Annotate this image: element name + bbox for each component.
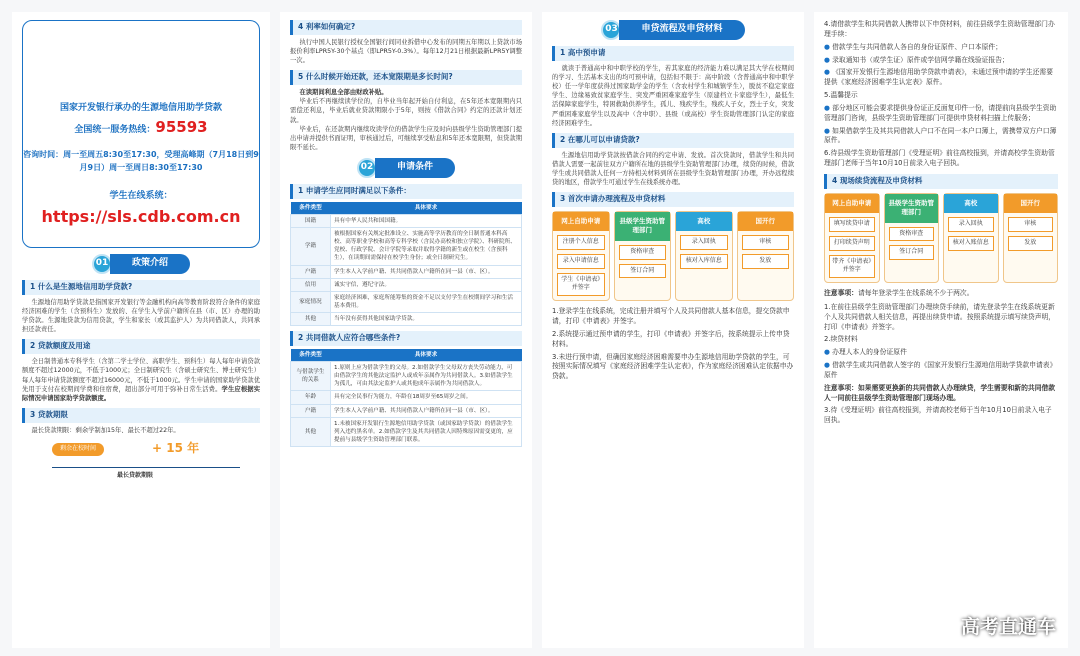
bullet-item bbox=[824, 127, 1058, 147]
step-list bbox=[824, 303, 1058, 426]
section-header-conditions bbox=[290, 158, 522, 178]
bullet-item bbox=[824, 361, 1058, 381]
requirement-cell: 学生本人入学前户籍、其共同借款人户籍所在同一县（市、区）。 bbox=[331, 404, 522, 417]
renewal-column bbox=[814, 12, 1068, 648]
question-heading: 3 贷款期限 bbox=[22, 408, 260, 423]
requirement-cell: 家庭经济困难，家庭所能筹集的资金不足以支付学生在校期间学习和生活基本费用。 bbox=[331, 291, 522, 312]
column-header: 具体要求 bbox=[331, 349, 522, 362]
hotline-card bbox=[22, 20, 260, 248]
bullet-item bbox=[824, 348, 1058, 358]
condition-type-cell: 年龄 bbox=[291, 391, 331, 404]
flow-step: 录入回执 bbox=[680, 235, 728, 250]
flow-step: 签订合同 bbox=[619, 264, 667, 279]
flow-step: 注册个人信息 bbox=[557, 235, 605, 250]
table-row bbox=[291, 362, 522, 391]
question-heading: 3 首次申请办理流程及申贷材料 bbox=[552, 192, 794, 207]
column-header: 条件类型 bbox=[291, 202, 331, 215]
timeline-school-time: 剩余在校时间 bbox=[52, 443, 104, 456]
table-row bbox=[291, 214, 522, 227]
answer-text: 全日制普通本专科学生（含第二学士学位、高职学生、预科生）每人每年申请贷款额度不超过12000元，不低于1000元；全日制研究生（含硕士研究生、博士研究生）每人每年申请贷款额度不超过16000元，不低于1000元。学生申请的国家助学贷款优先用于支付在校期间学费和住宿费，超出部分可用于弥补日常生活费。 bbox=[22, 358, 260, 393]
bullet-item bbox=[824, 56, 1058, 66]
loan-term-timeline bbox=[22, 439, 260, 495]
system-url-link[interactable]: https://sls.cdb.com.cn bbox=[41, 207, 241, 227]
answer-text: 毕业后，在还款期内继续攻读学位的借款学生应及时向县级学生资助管理部门提出申请并提供书面证明，审核通过后，可继续享受贴息和5年还本宽限期，但贷款期限不延长。 bbox=[290, 125, 522, 151]
note-line bbox=[824, 289, 1058, 299]
bullet-icon: ● bbox=[824, 103, 830, 112]
step-item: 2.续贷材料 bbox=[824, 335, 858, 344]
conditions-column bbox=[280, 12, 532, 648]
step-list bbox=[824, 20, 1058, 169]
step-item: 3.未进行预申请，但确因家庭经济困难需要申办生源地信用助学贷款的学生，可按照实际情况填写《家庭经济困难学生认定表》，作为家庭经济困难认定依据申办贷款。 bbox=[552, 352, 794, 381]
flow-step: 资格审查 bbox=[619, 245, 667, 260]
flow-step: 核对入账信息 bbox=[948, 236, 994, 251]
bullet-item bbox=[824, 68, 1058, 88]
process-column bbox=[542, 12, 804, 648]
flow-stage bbox=[824, 193, 880, 283]
requirement-cell: 1.原则上应为借款学生的父母。2.如借款学生父母双方丧失劳动能力，可由借款学生的其他法定监护人或成年亲属作为共同借款人。3.如借款学生为孤儿，可由其法定监护人或其他成年亲属作为共同借款人。 bbox=[331, 362, 522, 391]
condition-type-cell: 信用 bbox=[291, 278, 331, 291]
step-item: 6.待县级学生资助管理部门《受理证明》前往高校报到，并请高校学生资助管理部门老师于当年10月10日前录入电子回执。 bbox=[824, 149, 1055, 168]
timeline-axis bbox=[52, 467, 240, 468]
flow-stage-title: 国开行 bbox=[738, 212, 794, 231]
watermark: 高考直通车 bbox=[960, 616, 1056, 639]
bullet-text: 录取通知书（或学生证）原件或学信网学籍在线验证报告； bbox=[832, 55, 1009, 64]
note-text: 请每年登录学生在线系统不少于两次。 bbox=[857, 289, 974, 298]
answer-text: 生源地信用助学贷款按借款合同的约定申请、发放。首次贷款时，借款学生和共同借款人需要一起前往双方户籍所在地的县级学生资助管理部门办理，续贷的时候，借款学生或共同借款人任何一方持相关材料到所在县级学生资助管理部门办理，开办远程续贷的地区，借款学生可通过学生在线系统办理。 bbox=[552, 151, 794, 186]
condition-type-cell: 国籍 bbox=[291, 214, 331, 227]
step-item: 1.在前往县级学生资助管理部门办理续贷手续前，请先登录学生在线系统更新个人及共同借款人相关信息，再提出续贷申请。按照系统提示填写续贷声明，打印《申请表》并签字。 bbox=[824, 302, 1056, 331]
table-heading: 1 申请学生应同时满足以下条件： bbox=[290, 184, 522, 199]
timeline-max-term: 最长贷款期限 bbox=[117, 471, 154, 479]
bullet-text: 借款学生或共同借款人签字的《国家开发银行生源地信用助学贷款申请表》原件 bbox=[824, 361, 1057, 379]
flow-step: 发放 bbox=[742, 254, 790, 269]
hotline-number: 95593 bbox=[155, 118, 208, 137]
answer-text: 生源地信用助学贷款是指国家开发银行等金融机构向高等教育阶段符合条件的家庭经济困难的学生（含预科生）发放的、在学生入学前户籍所在县（市、区）办理的助学贷款。生源地贷款为信用贷款，学生和家长（或其监护人）为共同借款人，共同承担还款责任。 bbox=[22, 298, 260, 334]
requirement-cell: 具有完全民事行为能力，年龄在18周岁至65周岁之间。 bbox=[331, 391, 522, 404]
table-row bbox=[291, 228, 522, 265]
bullet-text: 办理人本人的身份证原件 bbox=[832, 348, 907, 357]
policy-column bbox=[12, 12, 270, 648]
section-number: 01 bbox=[92, 254, 112, 274]
flow-stage-title: 网上自助申请 bbox=[825, 194, 879, 213]
table-row bbox=[291, 417, 522, 446]
flow-stage-title: 县级学生资助管理部门 bbox=[615, 212, 671, 241]
bullet-text: 如果借款学生及其共同借款人户口不在同一本户口簿上，需携带双方户口簿原件。 bbox=[824, 126, 1057, 145]
bullet-text: 借款学生与共同借款人各自的身份证原件、户口本原件； bbox=[832, 42, 1003, 51]
system-label: 学生在线系统： bbox=[109, 190, 173, 201]
question-heading: 4 利率如何确定? bbox=[290, 20, 522, 35]
answer-emphasis: 学生应根据实际情况申请国家助学贷款额度。 bbox=[22, 385, 261, 402]
flow-step: 带齐《申请表》并签字 bbox=[829, 255, 875, 278]
question-heading: 2 贷款额度及用途 bbox=[22, 339, 260, 354]
flow-step: 填写续贷申请 bbox=[829, 217, 875, 232]
flow-stage-title: 网上自助申请 bbox=[553, 212, 609, 231]
answer-text: 毕业后不再继续读学位的，自毕业当年起开始自付利息，在5年还本宽限期内只需偿还利息，毕业后就业贷款期限小于5年，则按《借款合同》约定的还款计划还款。 bbox=[290, 98, 522, 124]
bullet-icon: ● bbox=[824, 361, 830, 370]
condition-type-cell: 与借款学生的关系 bbox=[291, 362, 331, 391]
renewal-flowchart bbox=[824, 193, 1058, 283]
flow-stage bbox=[884, 193, 940, 283]
flow-stage bbox=[552, 211, 610, 301]
note-text: 注意事项：如果需要更换新的共同借款人办理续贷，学生需要和新的共同借款人一同前往县级学生资助管理部门现场办理。 bbox=[824, 383, 1056, 402]
question-heading: 1 高中预申请 bbox=[552, 46, 794, 61]
bullet-icon: ● bbox=[824, 55, 830, 64]
bullet-item bbox=[824, 43, 1058, 53]
section-title: 政策介绍 bbox=[110, 254, 190, 273]
requirement-cell: 1.未被国家开发银行生源地信用助学贷款（或国家助学贷款）的借款学生列入违约黑名单。2.如借款学生及其共同借款人因特殊原因需变更的，应提前与县级学生资助管理部门联系。 bbox=[331, 417, 522, 446]
flow-stage-title: 县级学生资助管理部门 bbox=[885, 194, 939, 223]
flow-step: 审核 bbox=[1008, 217, 1054, 232]
flow-step: 核对入库信息 bbox=[680, 254, 728, 269]
flow-step: 签订合同 bbox=[889, 245, 935, 260]
bullet-text: 《国家开发银行生源地信用助学贷款申请表》，未通过预申请的学生还需要提供《家庭经济困难学生认定表》原件。 bbox=[824, 68, 1054, 87]
section-header-policy bbox=[22, 254, 260, 274]
consult-hours: 咨询时间：周一至周五8:30至17:30，受理高峰期（7月18日到9月9日）周一至周日8:30至17:30 bbox=[23, 150, 259, 173]
step-list bbox=[552, 307, 794, 382]
flow-stage-title: 高校 bbox=[676, 212, 732, 231]
answer-text: 执行中国人民银行授权全国银行间同业拆借中心发布的同期五年期以上贷款市场报价利率LPR5Y-30个基点（即LPR5Y-0.3%）。每年12月21日根据最新LPR5Y调整一次。 bbox=[290, 38, 522, 65]
flow-step: 发放 bbox=[1008, 236, 1054, 251]
requirement-cell: 被根据国家有关规定批准设立、实施高等学历教育的全日制普通本科高校、高等职业学校和高等专科学校（含民办高校和独立学院）、科研院所、党校、行政学院、会计学院等录取并取得学籍的新生或在校生（含预科生），在读期间需保持在校学生身份；或全日制研究生。 bbox=[331, 228, 522, 265]
flow-step: 学生《申请表》并签字 bbox=[557, 273, 605, 296]
table-heading: 2 共同借款人应符合哪些条件? bbox=[290, 331, 522, 346]
flow-stage bbox=[1003, 193, 1059, 283]
student-conditions-table bbox=[290, 202, 522, 326]
bullet-icon: ● bbox=[824, 68, 830, 77]
flow-stage bbox=[737, 211, 795, 301]
bullet-icon: ● bbox=[824, 126, 830, 135]
requirement-cell: 当年没有获得其他国家助学贷款。 bbox=[331, 312, 522, 325]
answer-text: 就读于普通高中和中职学校的学生，若其家庭的经济能力难以满足其大学在校期间的学习、生活基本支出的均可预申请，包括但不限于：高中阶段（含普通高中和中职学校）任一学年度获得过国家助学金的学生（含农村学生和城镇学生），脱贫不稳定家庭学生、边缘易致贫家庭学生、突发严重困难家庭学生（原建档立卡家庭学生），最低生活保障家庭学生，特困救助供养学生，孤儿、残疾学生，残疾人子女，烈士子女，突发严重困难家庭学生以及高中（含中职）、县级（或高校）学生资助管理部门认定的家庭经济困难学生。 bbox=[552, 64, 794, 127]
question-heading: 2 在哪儿可以申请贷款? bbox=[552, 133, 794, 148]
condition-type-cell: 户籍 bbox=[291, 265, 331, 278]
question-heading: 1 什么是生源地信用助学贷款? bbox=[22, 280, 260, 295]
flow-stage-title: 国开行 bbox=[1004, 194, 1058, 213]
table-row bbox=[291, 291, 522, 312]
section-title: 申请条件 bbox=[375, 158, 455, 177]
condition-type-cell: 户籍 bbox=[291, 404, 331, 417]
note-label: 注意事项： bbox=[824, 289, 858, 298]
question-heading: 4 现场续贷流程及申贷材料 bbox=[824, 174, 1058, 189]
flow-step: 资格审查 bbox=[889, 227, 935, 242]
condition-type-cell: 学籍 bbox=[291, 228, 331, 265]
section-title: 申贷流程及申贷材料 bbox=[619, 20, 744, 39]
coborrower-conditions-table bbox=[290, 349, 522, 447]
flow-stage bbox=[943, 193, 999, 283]
bullet-item bbox=[824, 104, 1058, 124]
bullet-text: 部分地区可能会要求提供身份证正反面复印件一份，请提前向县级学生资助管理部门咨询，县级学生资助管理部门可提供申贷材料扫描上传服务； bbox=[824, 103, 1057, 122]
column-header: 条件类型 bbox=[291, 349, 331, 362]
flow-step: 录入回执 bbox=[948, 217, 994, 232]
flow-step: 审核 bbox=[742, 235, 790, 250]
flow-stage bbox=[614, 211, 672, 301]
timeline-plus-years: + 15 年 bbox=[152, 440, 200, 455]
table-row bbox=[291, 391, 522, 404]
hotline-label: 全国统一服务热线： bbox=[74, 125, 156, 136]
condition-type-cell: 其他 bbox=[291, 417, 331, 446]
info-title: 国家开发银行承办的生源地信用助学贷款 bbox=[59, 103, 222, 113]
step-item: 5.温馨提示 bbox=[824, 91, 858, 100]
first-application-flowchart bbox=[552, 211, 794, 301]
flow-step: 录入申请信息 bbox=[557, 254, 605, 269]
answer-text: 最长贷款期限：剩余学制加15年、最长不超过22年。 bbox=[31, 426, 180, 434]
table-row bbox=[291, 312, 522, 325]
step-item: 2.系统提示通过预申请的学生，打印《申请表》并签字后，按系统提示上传申贷材料。 bbox=[552, 329, 790, 348]
question-heading: 5 什么时候开始还款，还本宽限期是多长时间? bbox=[290, 70, 522, 85]
section-header-process bbox=[552, 20, 794, 40]
flow-step: 打印续贷声明 bbox=[829, 236, 875, 251]
section-number: 02 bbox=[357, 158, 377, 178]
step-item: 3.待《受理证明》前往高校报到，并请高校老师于当年10月10日前录入电子回执。 bbox=[824, 406, 1052, 425]
answer-emphasis: 在读期间利息全部由财政补贴。 bbox=[299, 89, 388, 97]
table-row bbox=[291, 404, 522, 417]
requirement-cell: 学生本人入学前户籍、其共同借款人户籍所在同一县（市、区）。 bbox=[331, 265, 522, 278]
section-number: 03 bbox=[601, 20, 621, 40]
flow-stage-title: 高校 bbox=[944, 194, 998, 213]
column-header: 具体要求 bbox=[331, 202, 522, 215]
flow-stage bbox=[675, 211, 733, 301]
bullet-icon: ● bbox=[824, 42, 830, 51]
bullet-icon: ● bbox=[824, 348, 830, 357]
step-item: 4.请借款学生和共同借款人携带以下申贷材料，前往县级学生资助管理部门办理手续： bbox=[824, 20, 1055, 38]
condition-type-cell: 其他 bbox=[291, 312, 331, 325]
step-item: 1.登录学生在线系统，完成注册并填写个人及共同借款人基本信息，提交贷款申请，打印《申请表》并签字。 bbox=[552, 307, 790, 326]
condition-type-cell: 家庭情况 bbox=[291, 291, 331, 312]
table-row bbox=[291, 265, 522, 278]
requirement-cell: 诚实守信，遵纪守法。 bbox=[331, 278, 522, 291]
requirement-cell: 具有中华人民共和国国籍。 bbox=[331, 214, 522, 227]
table-row bbox=[291, 278, 522, 291]
